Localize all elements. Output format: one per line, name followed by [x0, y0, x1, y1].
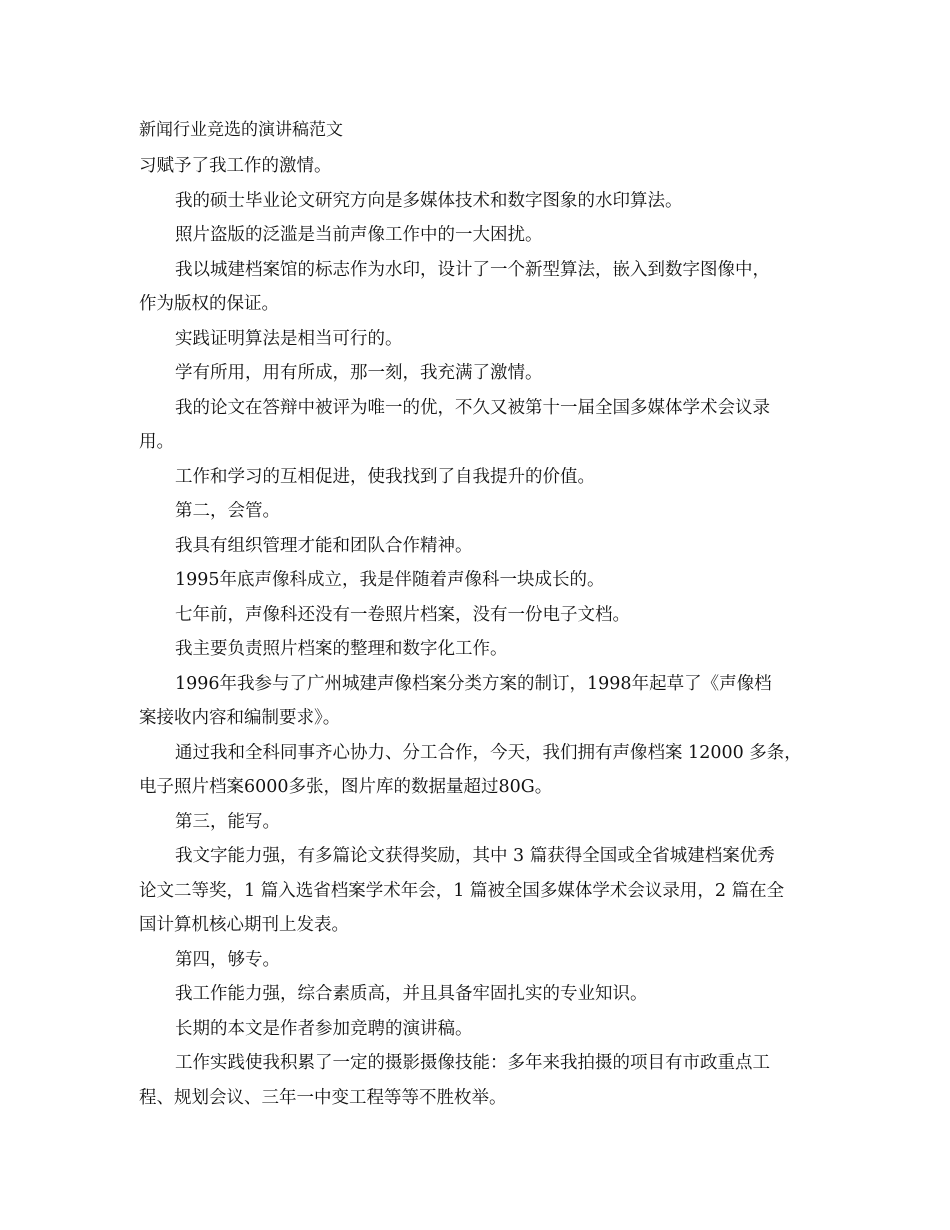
text-line: 学有所用，用有所成，那一刻，我充满了激情。 — [175, 363, 543, 383]
text-line: 我的硕士毕业论文研究方向是多媒体技术和数字图象的水印算法。 — [175, 190, 683, 211]
text-line: 1996年我参与了广州城建声像档案分类方案的制订，1998年起草了《声像档 — [175, 673, 772, 694]
text-line: 电子照片档案6000多张，图片库的数据量超过80G。 — [139, 777, 553, 797]
text-line: 第三，能写。 — [175, 811, 280, 832]
text-line: 我的论文在答辩中被评为唯一的优，不久又被第十一届全国多媒体学术会议录 — [175, 397, 770, 418]
text-line: 我以城建档案馆的标志作为水印，设计了一个新型算法，嵌入到数字图像中， — [175, 259, 770, 280]
text-line: 七年前，声像科还没有一卷照片档案，没有一份电子文档。 — [175, 604, 630, 625]
text-line: 程、规划会议、三年一中变工程等等不胜枚举。 — [139, 1087, 507, 1108]
text-line: 案接收内容和编制要求》。 — [139, 708, 341, 728]
text-line: 我文字能力强，有多篇论文获得奖励，其中 3 篇获得全国或全省城建档案优秀 — [175, 846, 775, 866]
document-title: 新闻行业竞选的演讲稿范文 — [139, 120, 343, 140]
text-line: 照片盗版的泛滥是当前声像工作中的一大困扰。 — [175, 225, 543, 245]
text-line: 实践证明算法是相当可行的。 — [175, 328, 403, 349]
text-line: 第二，会管。 — [175, 501, 280, 521]
text-line: 第四，够专。 — [175, 949, 280, 970]
text-line: 长期的本文是作者参加竞聘的演讲稿。 — [175, 1018, 473, 1039]
text-line: 国计算机核心期刊上发表。 — [139, 915, 349, 935]
text-line: 工作实践使我积累了一定的摄影摄像技能：多年来我拍摄的项目有市政重点工 — [175, 1053, 770, 1073]
text-line: 习赋予了我工作的激情。 — [139, 156, 332, 176]
text-line: 作为版权的保证。 — [139, 294, 279, 314]
text-line: 我主要负责照片档案的整理和数字化工作。 — [175, 639, 508, 659]
text-line: 1995年底声像科成立，我是伴随着声像科一块成长的。 — [175, 570, 605, 590]
text-line: 论文二等奖，1 篇入选省档案学术年会，1 篇被全国多媒体学术会议录用，2 篇在全 — [139, 880, 785, 901]
text-line: 通过我和全科同事齐心协力、分工合作，今天，我们拥有声像档案 12000 多条， — [175, 742, 802, 763]
text-line: 用。 — [139, 432, 174, 452]
text-line: 工作和学习的互相促进，使我找到了自我提升的价值。 — [175, 466, 595, 487]
text-line: 我具有组织管理才能和团队合作精神。 — [175, 535, 473, 556]
text-line: 我工作能力强，综合素质高，并且具备牢固扎实的专业知识。 — [175, 984, 648, 1004]
document-body — [139, 149, 819, 1115]
